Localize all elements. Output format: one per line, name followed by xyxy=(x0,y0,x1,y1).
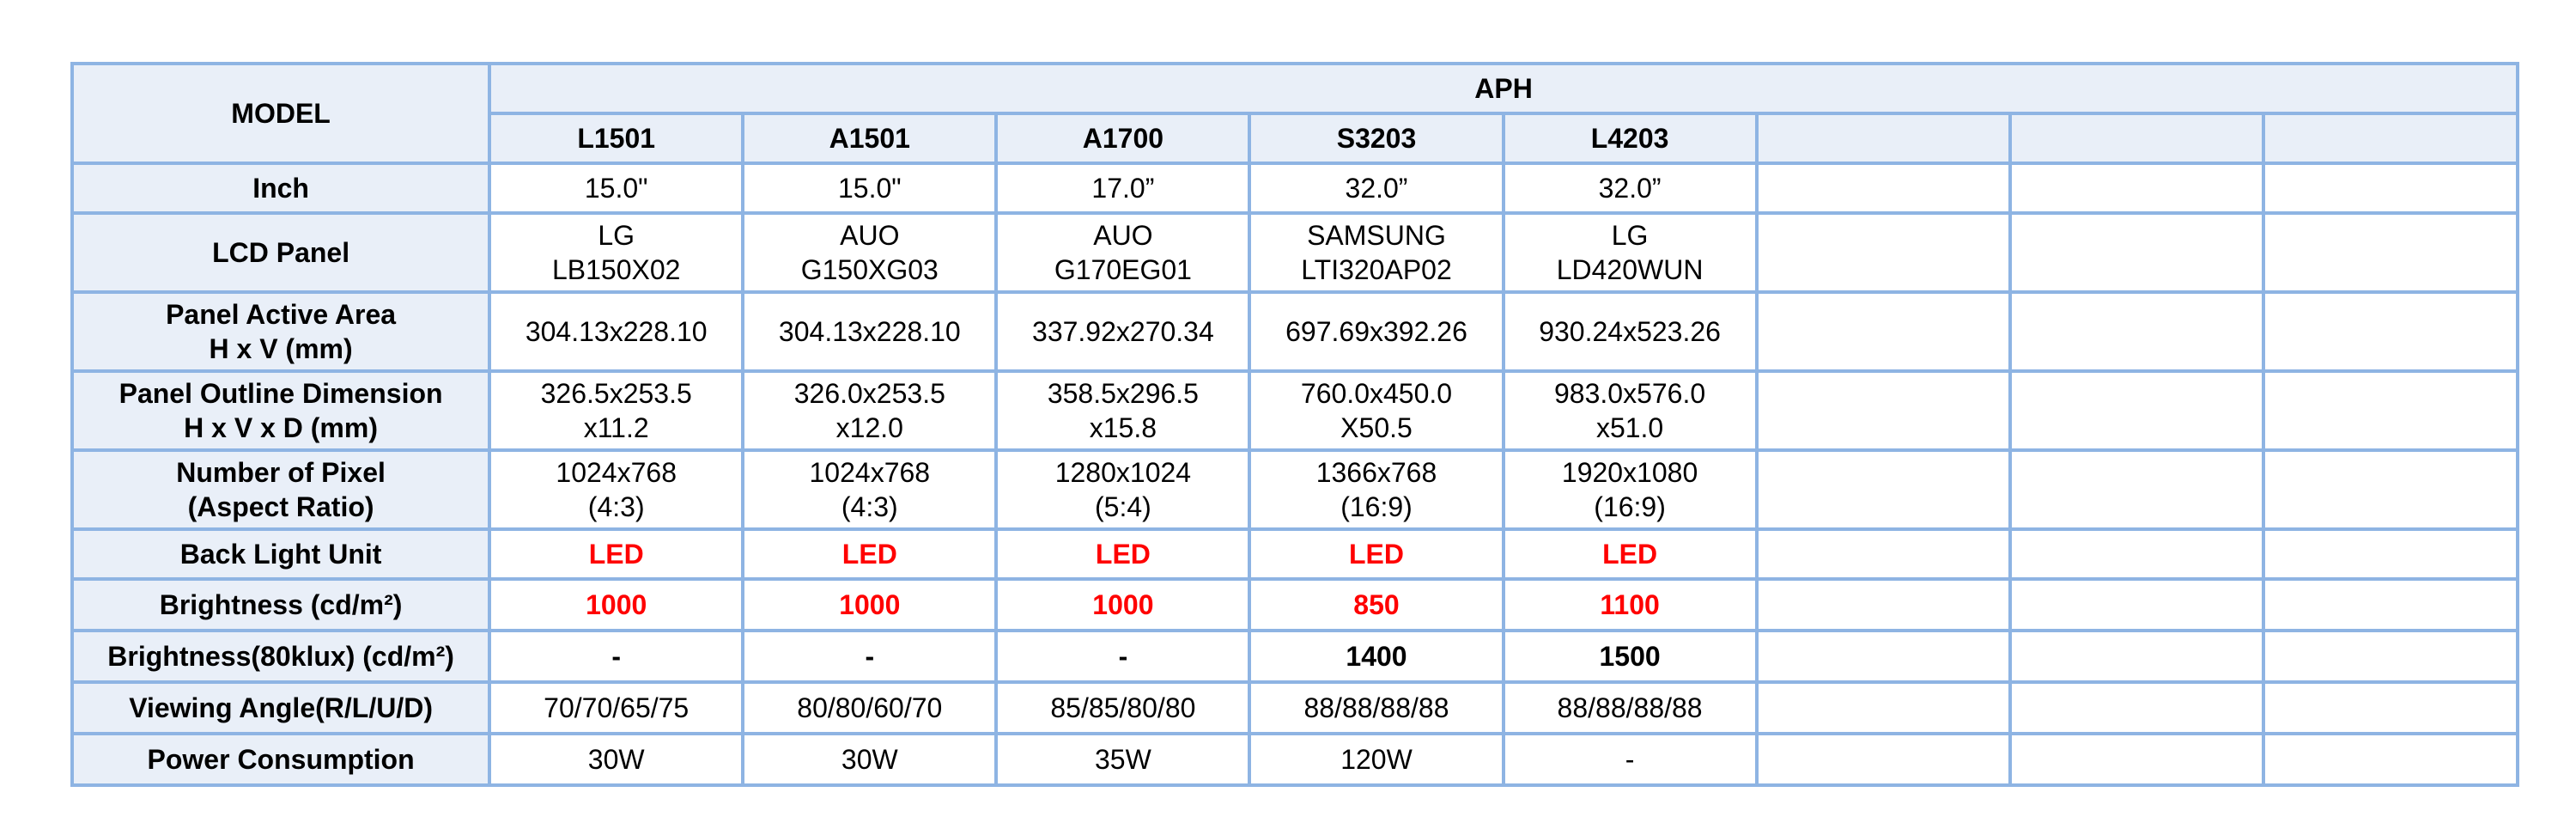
cell-value-line: 304.13x228.10 xyxy=(525,316,708,347)
cell-value-line: 983.0x576.0 xyxy=(1554,378,1706,409)
cell-value-line: SAMSUNG xyxy=(1307,220,1446,251)
spec-row xyxy=(72,734,2518,785)
spec-row xyxy=(72,371,2518,450)
spec-value-cell xyxy=(1504,682,1757,734)
spec-row-label xyxy=(72,213,489,292)
cell-value-line: (4:3) xyxy=(841,491,898,522)
cell-value-line: 15.0" xyxy=(584,173,648,204)
spec-value-cell xyxy=(996,579,1249,631)
spec-value-cell xyxy=(743,450,996,529)
spec-value-cell xyxy=(1249,163,1503,213)
cell-value-line: LD420WUN xyxy=(1556,254,1704,285)
cell-value-line: 1024x768 xyxy=(809,457,931,488)
cell-value-line: LB150X02 xyxy=(551,254,681,285)
cell-value-line: 88/88/88/88 xyxy=(1557,692,1703,723)
cell-value-line: 1280x1024 xyxy=(1054,457,1192,488)
cell-value-line: G150XG03 xyxy=(800,254,939,285)
spec-value-cell xyxy=(1504,371,1757,450)
spec-value-cell xyxy=(489,631,743,682)
spec-value-cell xyxy=(2263,734,2518,785)
spec-value-cell xyxy=(743,292,996,371)
row-label-line: Back Light Unit xyxy=(179,539,382,570)
spec-value-cell xyxy=(2263,682,2518,734)
cell-value-line: LED xyxy=(1095,539,1151,570)
cell-value-line: 70/70/65/75 xyxy=(544,692,690,723)
row-label-line: (Aspect Ratio) xyxy=(187,491,374,522)
spec-value-cell xyxy=(743,371,996,450)
spec-value-cell xyxy=(743,682,996,734)
spec-value-cell xyxy=(489,734,743,785)
spec-row xyxy=(72,292,2518,371)
cell-value-line: 930.24x523.26 xyxy=(1539,316,1721,347)
spec-value-cell xyxy=(2010,682,2263,734)
spec-value-cell xyxy=(996,213,1249,292)
group-header: APH xyxy=(489,64,2518,113)
spec-body xyxy=(72,163,2518,785)
cell-value-line: 697.69x392.26 xyxy=(1285,316,1467,347)
cell-value-line: x51.0 xyxy=(1595,412,1664,443)
spec-value-cell xyxy=(743,734,996,785)
spec-value-cell xyxy=(489,213,743,292)
spec-value-cell xyxy=(1504,734,1757,785)
spec-row xyxy=(72,682,2518,734)
cell-value-line: 760.0x450.0 xyxy=(1300,378,1453,409)
spec-row-label xyxy=(72,734,489,785)
cell-value-line: 1000 xyxy=(1092,589,1154,620)
model-name-cell xyxy=(1757,113,2010,163)
spec-value-cell xyxy=(1249,371,1503,450)
cell-value-line: X50.5 xyxy=(1340,412,1413,443)
cell-value-line: x12.0 xyxy=(835,412,903,443)
spec-value-cell xyxy=(1504,529,1757,579)
cell-value-line: x11.2 xyxy=(583,412,649,443)
cell-value-line: 1400 xyxy=(1346,641,1407,672)
cell-value-line: AUO xyxy=(840,220,900,251)
cell-value-line: 32.0” xyxy=(1598,173,1662,204)
spec-value-cell xyxy=(743,529,996,579)
spec-row-label xyxy=(72,163,489,213)
spec-value-cell xyxy=(489,371,743,450)
cell-value-line: LED xyxy=(1348,539,1404,570)
spec-value-cell xyxy=(2010,734,2263,785)
spec-value-cell xyxy=(996,734,1249,785)
cell-value-line: 1000 xyxy=(839,589,901,620)
row-label-line: Panel Active Area xyxy=(166,299,397,330)
spec-row-label xyxy=(72,450,489,529)
spec-value-cell xyxy=(2263,631,2518,682)
model-name-cell: S3203 xyxy=(1249,113,1503,163)
cell-value-line: 80/80/60/70 xyxy=(797,692,943,723)
cell-value-line: 35W xyxy=(1094,744,1151,775)
spec-value-cell xyxy=(1249,734,1503,785)
spec-row xyxy=(72,631,2518,682)
row-label-line: Number of Pixel xyxy=(176,457,386,488)
spec-table xyxy=(70,62,2519,787)
spec-value-cell xyxy=(996,371,1249,450)
cell-value-line: x15.8 xyxy=(1089,412,1157,443)
cell-value-line: LG xyxy=(1611,220,1649,251)
cell-value-line: 30W xyxy=(587,744,645,775)
row-label-line: LCD Panel xyxy=(212,237,350,268)
spec-row xyxy=(72,579,2518,631)
cell-value-line: 88/88/88/88 xyxy=(1303,692,1449,723)
cell-value-line: 326.0x253.5 xyxy=(793,378,945,409)
cell-value-line: - xyxy=(1118,641,1128,672)
spec-value-cell xyxy=(1249,631,1503,682)
spec-value-cell xyxy=(2263,213,2518,292)
row-label-line: Power Consumption xyxy=(147,744,415,775)
spec-value-cell xyxy=(996,529,1249,579)
cell-value-line: 1920x1080 xyxy=(1561,457,1698,488)
spec-value-cell xyxy=(1757,371,2010,450)
cell-value-line: LTI320AP02 xyxy=(1301,254,1452,285)
spec-value-cell xyxy=(1249,450,1503,529)
cell-value-line: (5:4) xyxy=(1094,491,1151,522)
spec-value-cell xyxy=(2010,213,2263,292)
spec-value-cell xyxy=(1757,292,2010,371)
cell-value-line: 30W xyxy=(841,744,898,775)
cell-value-line: 850 xyxy=(1353,589,1400,620)
cell-value-line: - xyxy=(1625,744,1635,775)
cell-value-line: (4:3) xyxy=(587,491,645,522)
model-name-cell: A1700 xyxy=(996,113,1249,163)
spec-row-label xyxy=(72,371,489,450)
model-name-cell xyxy=(2010,113,2263,163)
model-name-cell: L1501 xyxy=(489,113,743,163)
row-label-line: Inch xyxy=(252,173,309,204)
row-label-line: Viewing Angle(R/L/U/D) xyxy=(129,692,433,723)
cell-value-line: 15.0" xyxy=(837,173,902,204)
cell-value-line: 1100 xyxy=(1600,589,1660,620)
spec-value-cell xyxy=(2263,163,2518,213)
spec-value-cell xyxy=(1757,631,2010,682)
spec-value-cell xyxy=(2263,371,2518,450)
model-name-cell: A1501 xyxy=(743,113,996,163)
spec-value-cell xyxy=(996,682,1249,734)
spec-value-cell xyxy=(2010,371,2263,450)
cell-value-line: (16:9) xyxy=(1594,491,1666,522)
spec-value-cell xyxy=(1249,213,1503,292)
cell-value-line: 85/85/80/80 xyxy=(1050,692,1196,723)
model-name-cell xyxy=(2263,113,2518,163)
spec-value-cell xyxy=(1757,529,2010,579)
spec-value-cell xyxy=(996,163,1249,213)
spec-value-cell xyxy=(1757,450,2010,529)
spec-value-cell xyxy=(996,450,1249,529)
spec-value-cell xyxy=(2010,529,2263,579)
spec-value-cell xyxy=(1757,163,2010,213)
cell-value-line: 17.0” xyxy=(1091,173,1155,204)
spec-value-cell xyxy=(2010,579,2263,631)
spec-value-cell xyxy=(1504,213,1757,292)
model-name-cell: L4203 xyxy=(1504,113,1757,163)
spec-value-cell xyxy=(743,579,996,631)
spec-row-label xyxy=(72,579,489,631)
spec-value-cell xyxy=(1249,682,1503,734)
spec-value-cell xyxy=(1249,292,1503,371)
cell-value-line: LED xyxy=(588,539,644,570)
spec-row-label xyxy=(72,529,489,579)
row-label-line: Brightness(80klux) (cd/m²) xyxy=(107,641,454,672)
spec-value-cell xyxy=(1504,579,1757,631)
row-label-line: Brightness (cd/m²) xyxy=(159,589,403,620)
spec-row xyxy=(72,213,2518,292)
row-label-line: H x V (mm) xyxy=(209,333,353,364)
spec-value-cell xyxy=(489,579,743,631)
cell-value-line: 326.5x253.5 xyxy=(540,378,692,409)
cell-value-line: - xyxy=(611,641,622,672)
spec-value-cell xyxy=(1504,292,1757,371)
cell-value-line: LED xyxy=(841,539,897,570)
spec-value-cell xyxy=(2010,163,2263,213)
spec-value-cell xyxy=(996,292,1249,371)
spec-row-label xyxy=(72,682,489,734)
spec-value-cell xyxy=(2263,529,2518,579)
spec-value-cell xyxy=(1249,529,1503,579)
spec-row xyxy=(72,529,2518,579)
spec-row-label xyxy=(72,631,489,682)
spec-value-cell xyxy=(489,682,743,734)
spec-value-cell xyxy=(2010,631,2263,682)
model-header: MODEL xyxy=(72,64,489,163)
spec-value-cell xyxy=(489,529,743,579)
spec-value-cell xyxy=(743,213,996,292)
spec-value-cell xyxy=(489,292,743,371)
spec-value-cell xyxy=(1757,213,2010,292)
spec-row xyxy=(72,163,2518,213)
spec-value-cell xyxy=(2263,450,2518,529)
spec-value-cell xyxy=(743,163,996,213)
cell-value-line: 120W xyxy=(1340,744,1413,775)
row-label-line: H x V x D (mm) xyxy=(184,412,378,443)
spec-value-cell xyxy=(1757,579,2010,631)
cell-value-line: 1366x768 xyxy=(1315,457,1437,488)
spec-row xyxy=(72,450,2518,529)
spec-value-cell xyxy=(2010,292,2263,371)
cell-value-line: 1024x768 xyxy=(556,457,677,488)
row-label-line: Panel Outline Dimension xyxy=(118,378,443,409)
cell-value-line: G170EG01 xyxy=(1054,254,1192,285)
cell-value-line: (16:9) xyxy=(1340,491,1413,522)
spec-value-cell xyxy=(1757,682,2010,734)
cell-value-line: LED xyxy=(1602,539,1658,570)
spec-value-cell xyxy=(2263,292,2518,371)
spec-row-label xyxy=(72,292,489,371)
cell-value-line: 32.0” xyxy=(1345,173,1408,204)
cell-value-line: 304.13x228.10 xyxy=(778,316,961,347)
spec-value-cell xyxy=(1757,734,2010,785)
cell-value-line: 337.92x270.34 xyxy=(1032,316,1214,347)
cell-value-line: 1000 xyxy=(586,589,647,620)
cell-value-line: 1500 xyxy=(1599,641,1661,672)
spec-value-cell xyxy=(489,450,743,529)
spec-value-cell xyxy=(1504,631,1757,682)
spec-value-cell xyxy=(2263,579,2518,631)
spec-value-cell xyxy=(996,631,1249,682)
cell-value-line: - xyxy=(865,641,875,672)
spec-value-cell xyxy=(2010,450,2263,529)
cell-value-line: LG xyxy=(598,220,635,251)
spec-value-cell xyxy=(1504,163,1757,213)
spec-value-cell xyxy=(743,631,996,682)
spec-value-cell xyxy=(1249,579,1503,631)
cell-value-line: AUO xyxy=(1093,220,1153,251)
cell-value-line: 358.5x296.5 xyxy=(1047,378,1199,409)
spec-value-cell xyxy=(1504,450,1757,529)
spec-value-cell xyxy=(489,163,743,213)
